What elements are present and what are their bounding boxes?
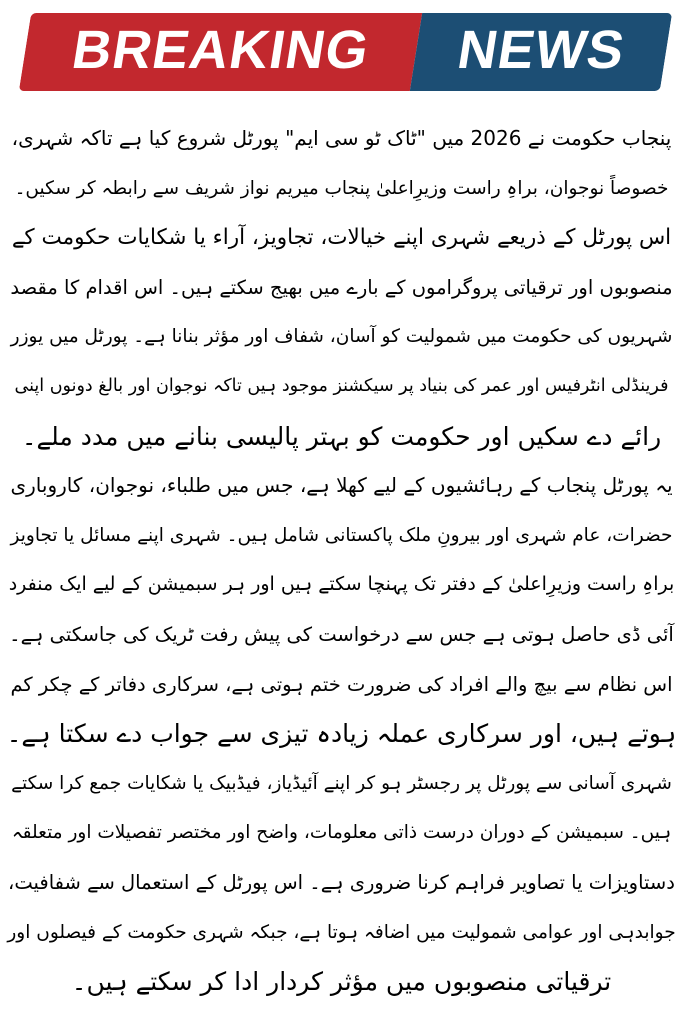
article-line: اس پورٹل کے ذریعے شہری اپنے خیالات، تجاویز، آراء یا شکایات حکومت کے — [11, 225, 672, 251]
article-line: فرینڈلی انٹرفیس اور عمر کی بنیاد پر سیکشنز موجود ہیں تاکہ نوجوان اور بالغ دونوں اپنی — [14, 375, 669, 396]
article-line: شہری آسانی سے پورٹل پر رجسٹر ہو کر اپنے آئیڈیاز، فیڈبیک یا شکایات جمع کرا سکتے — [11, 772, 672, 794]
article-line: پنجاب حکومت نے 2026 میں "ٹاک ٹو سی ایم" پورٹل شروع کیا ہے تاکہ شہری، — [11, 126, 672, 150]
news-label: NEWS — [453, 20, 630, 80]
breaking-label: BREAKING — [68, 20, 374, 80]
article-line: حضرات، عام شہری اور بیرونِ ملک پاکستانی شامل ہیں۔ شہری اپنے مسائل یا تجاویز — [10, 524, 673, 546]
article-line: آئی ڈی حاصل ہوتی ہے جس سے درخواست کی پیش رفت ٹریک کی جاسکتی ہے۔ — [9, 622, 674, 646]
news-label-panel — [410, 13, 672, 91]
breaking-label-panel — [19, 13, 422, 91]
article-line: ترقیاتی منصوبوں میں مؤثر کردار ادا کر سکتے ہیں۔ — [71, 967, 612, 997]
article-line: اس نظام سے بیچ والے افراد کی ضرورت ختم ہوتی ہے، سرکاری دفاتر کے چکر کم — [10, 672, 673, 696]
article-line: رائے دے سکیں اور حکومت کو بہتر پالیسی بنانے میں مدد ملے۔ — [21, 421, 662, 451]
article-line: جوابدہی اور عوامی شمولیت میں اضافہ ہوتا ہے، جبکہ شہری حکومت کے فیصلوں اور — [7, 921, 676, 943]
breaking-news-banner — [19, 13, 672, 91]
article-line: یہ پورٹل پنجاب کے رہائشیوں کے لیے کھلا ہے، جس میں طلباء، نوجوان، کاروباری — [10, 473, 673, 498]
article-line: براہِ راست وزیرِاعلیٰ کے دفتر تک پہنچا سکتے ہیں اور ہر سبمیشن کے لیے ایک منفرد — [8, 573, 675, 596]
article-line: شہریوں کی حکومت میں شمولیت کو آسان، شفاف اور مؤثر بنانا ہے۔ پورٹل میں یوزر — [10, 326, 673, 348]
article-line: خصوصاً نوجوان، براہِ راست وزیرِاعلیٰ پنجاب میریم نواز شریف سے رابطہ کر سکیں۔ — [14, 177, 669, 199]
article-line: ہیں۔ سبمیشن کے دوران درست ذاتی معلومات، واضح اور مختصر تفصیلات اور متعلقہ — [11, 822, 672, 844]
article-text-block — [0, 114, 683, 1007]
article-line: ہوتے ہیں، اور سرکاری عملہ زیادہ تیزی سے جواب دے سکتا ہے۔ — [6, 719, 677, 749]
article-line: منصوبوں اور ترقیاتی پروگراموں کے بارے میں بھیج سکتے ہیں۔ اس اقدام کا مقصد — [10, 275, 673, 299]
article-line: دستاویزات یا تصاویر فراہم کرنا ضروری ہے۔ اس پورٹل کے استعمال سے شفافیت، — [8, 870, 675, 894]
